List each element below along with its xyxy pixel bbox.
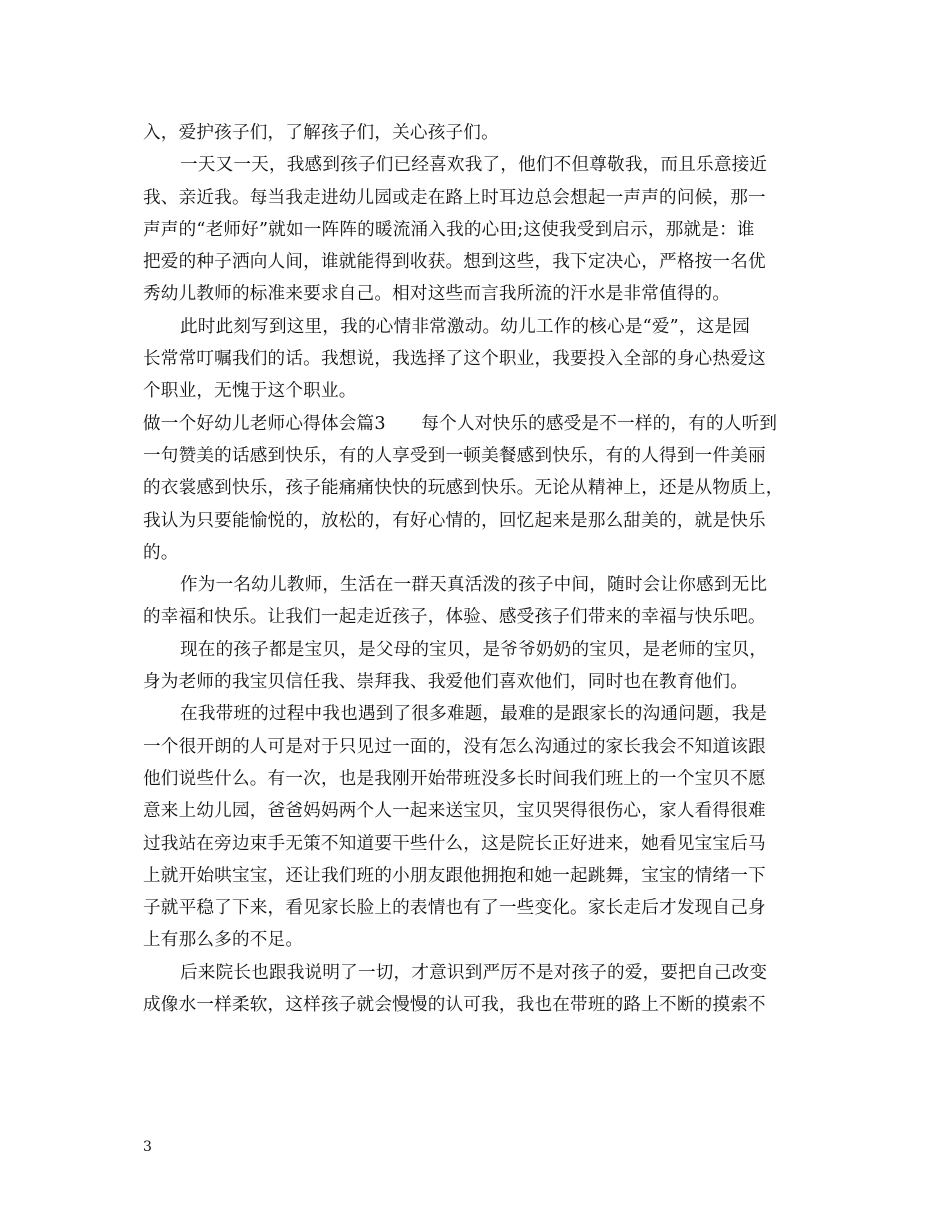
page-number: 3: [143, 1139, 152, 1155]
text-line: 子就平稳了下来，看见家长脸上的表情也有了一些变化。家长走后才发现自己身: [143, 898, 766, 919]
text-line: 一句赞美的话感到快乐，有的人享受到一顿美餐感到快乐，有的人得到一件美丽: [143, 445, 766, 466]
text-line: 秀幼儿教师的标准来要求自己。相对这些而言我所流的汗水是非常值得的。: [143, 284, 731, 305]
text-line: 成像水一样柔软，这样孩子就会慢慢的认可我，我也在带班的路上不断的摸索不: [143, 995, 766, 1016]
text-line: 一个很开朗的人可是对于只见过一面的，没有怎么沟通过的家长我会不知道该跟: [143, 736, 766, 757]
text-line: 在我带班的过程中我也遇到了很多难题，最难的是跟家长的沟通问题，我是: [180, 704, 768, 725]
text-line: 个职业，无愧于这个职业。: [143, 381, 357, 402]
text-line: 上有那么多的不足。: [143, 930, 304, 951]
text-line: 作为一名幼儿教师，生活在一群天真活泼的孩子中间，随时会让你感到无比: [180, 575, 768, 596]
text-line: 的衣裳感到快乐，孩子能痛痛快快的玩感到快乐。无论从精神上，还是从物质上，: [143, 478, 784, 499]
body-text: [143, 117, 809, 1021]
text-line: 我、亲近我。每当我走进幼儿园或走在路上时耳边总会想起一声声的问候，那一: [143, 187, 766, 208]
text-line: 现在的孩子都是宝贝，是父母的宝贝，是爷爷奶奶的宝贝，是老师的宝贝，: [180, 639, 768, 660]
text-line: 意来上幼儿园，爸爸妈妈两个人一起来送宝贝，宝贝哭得很伤心，家人看得很难: [143, 801, 766, 822]
text-line: 把爱的种子洒向人间，谁就能得到收获。想到这些，我下定决心，严格按一名优: [143, 252, 766, 273]
text-line: 此时此刻写到这里，我的心情非常激动。幼儿工作的核心是“爱”，这是园: [180, 316, 750, 337]
text-line: 后来院长也跟我说明了一切，才意识到严厉不是对孩子的爱，要把自己改变: [180, 962, 768, 983]
text-line: 身为老师的我宝贝信任我、崇拜我、我爱他们喜欢他们，同时也在教育他们。: [143, 672, 748, 693]
text-line: 上就开始哄宝宝，还让我们班的小朋友跟他拥抱和她一起跳舞，宝宝的情绪一下: [143, 865, 766, 886]
text-line: 我认为只要能愉悦的，放松的，有好心情的，回忆起来是那么甜美的，就是快乐: [143, 510, 766, 531]
text-line: 的。: [143, 542, 179, 563]
text-line: 长常常叮嘱我们的话。我想说，我选择了这个职业，我要投入全部的身心热爱这: [143, 349, 766, 370]
text-line: 声声的“老师好”就如一阵阵的暖流涌入我的心田;这使我受到启示，那就是：谁: [143, 219, 755, 240]
text-line: 入，爱护孩子们，了解孩子们，关心孩子们。: [143, 123, 499, 143]
text-line: 他们说些什么。有一次，也是我刚开始带班没多长时间我们班上的一个宝贝不愿: [143, 768, 766, 789]
text-line: 一天又一天，我感到孩子们已经喜欢我了，他们不但尊敬我，而且乐意接近: [180, 155, 768, 176]
section-heading-line: 做一个好幼儿老师心得体会篇3 每个人对快乐的感受是不一样的，有的人听到: [143, 413, 778, 434]
text-line: 过我站在旁边束手无策不知道要干些什么，这是院长正好进来，她看见宝宝后马: [143, 833, 766, 854]
text-line: 的幸福和快乐。让我们一起走近孩子，体验、感受孩子们带来的幸福与快乐吧。: [143, 607, 766, 628]
